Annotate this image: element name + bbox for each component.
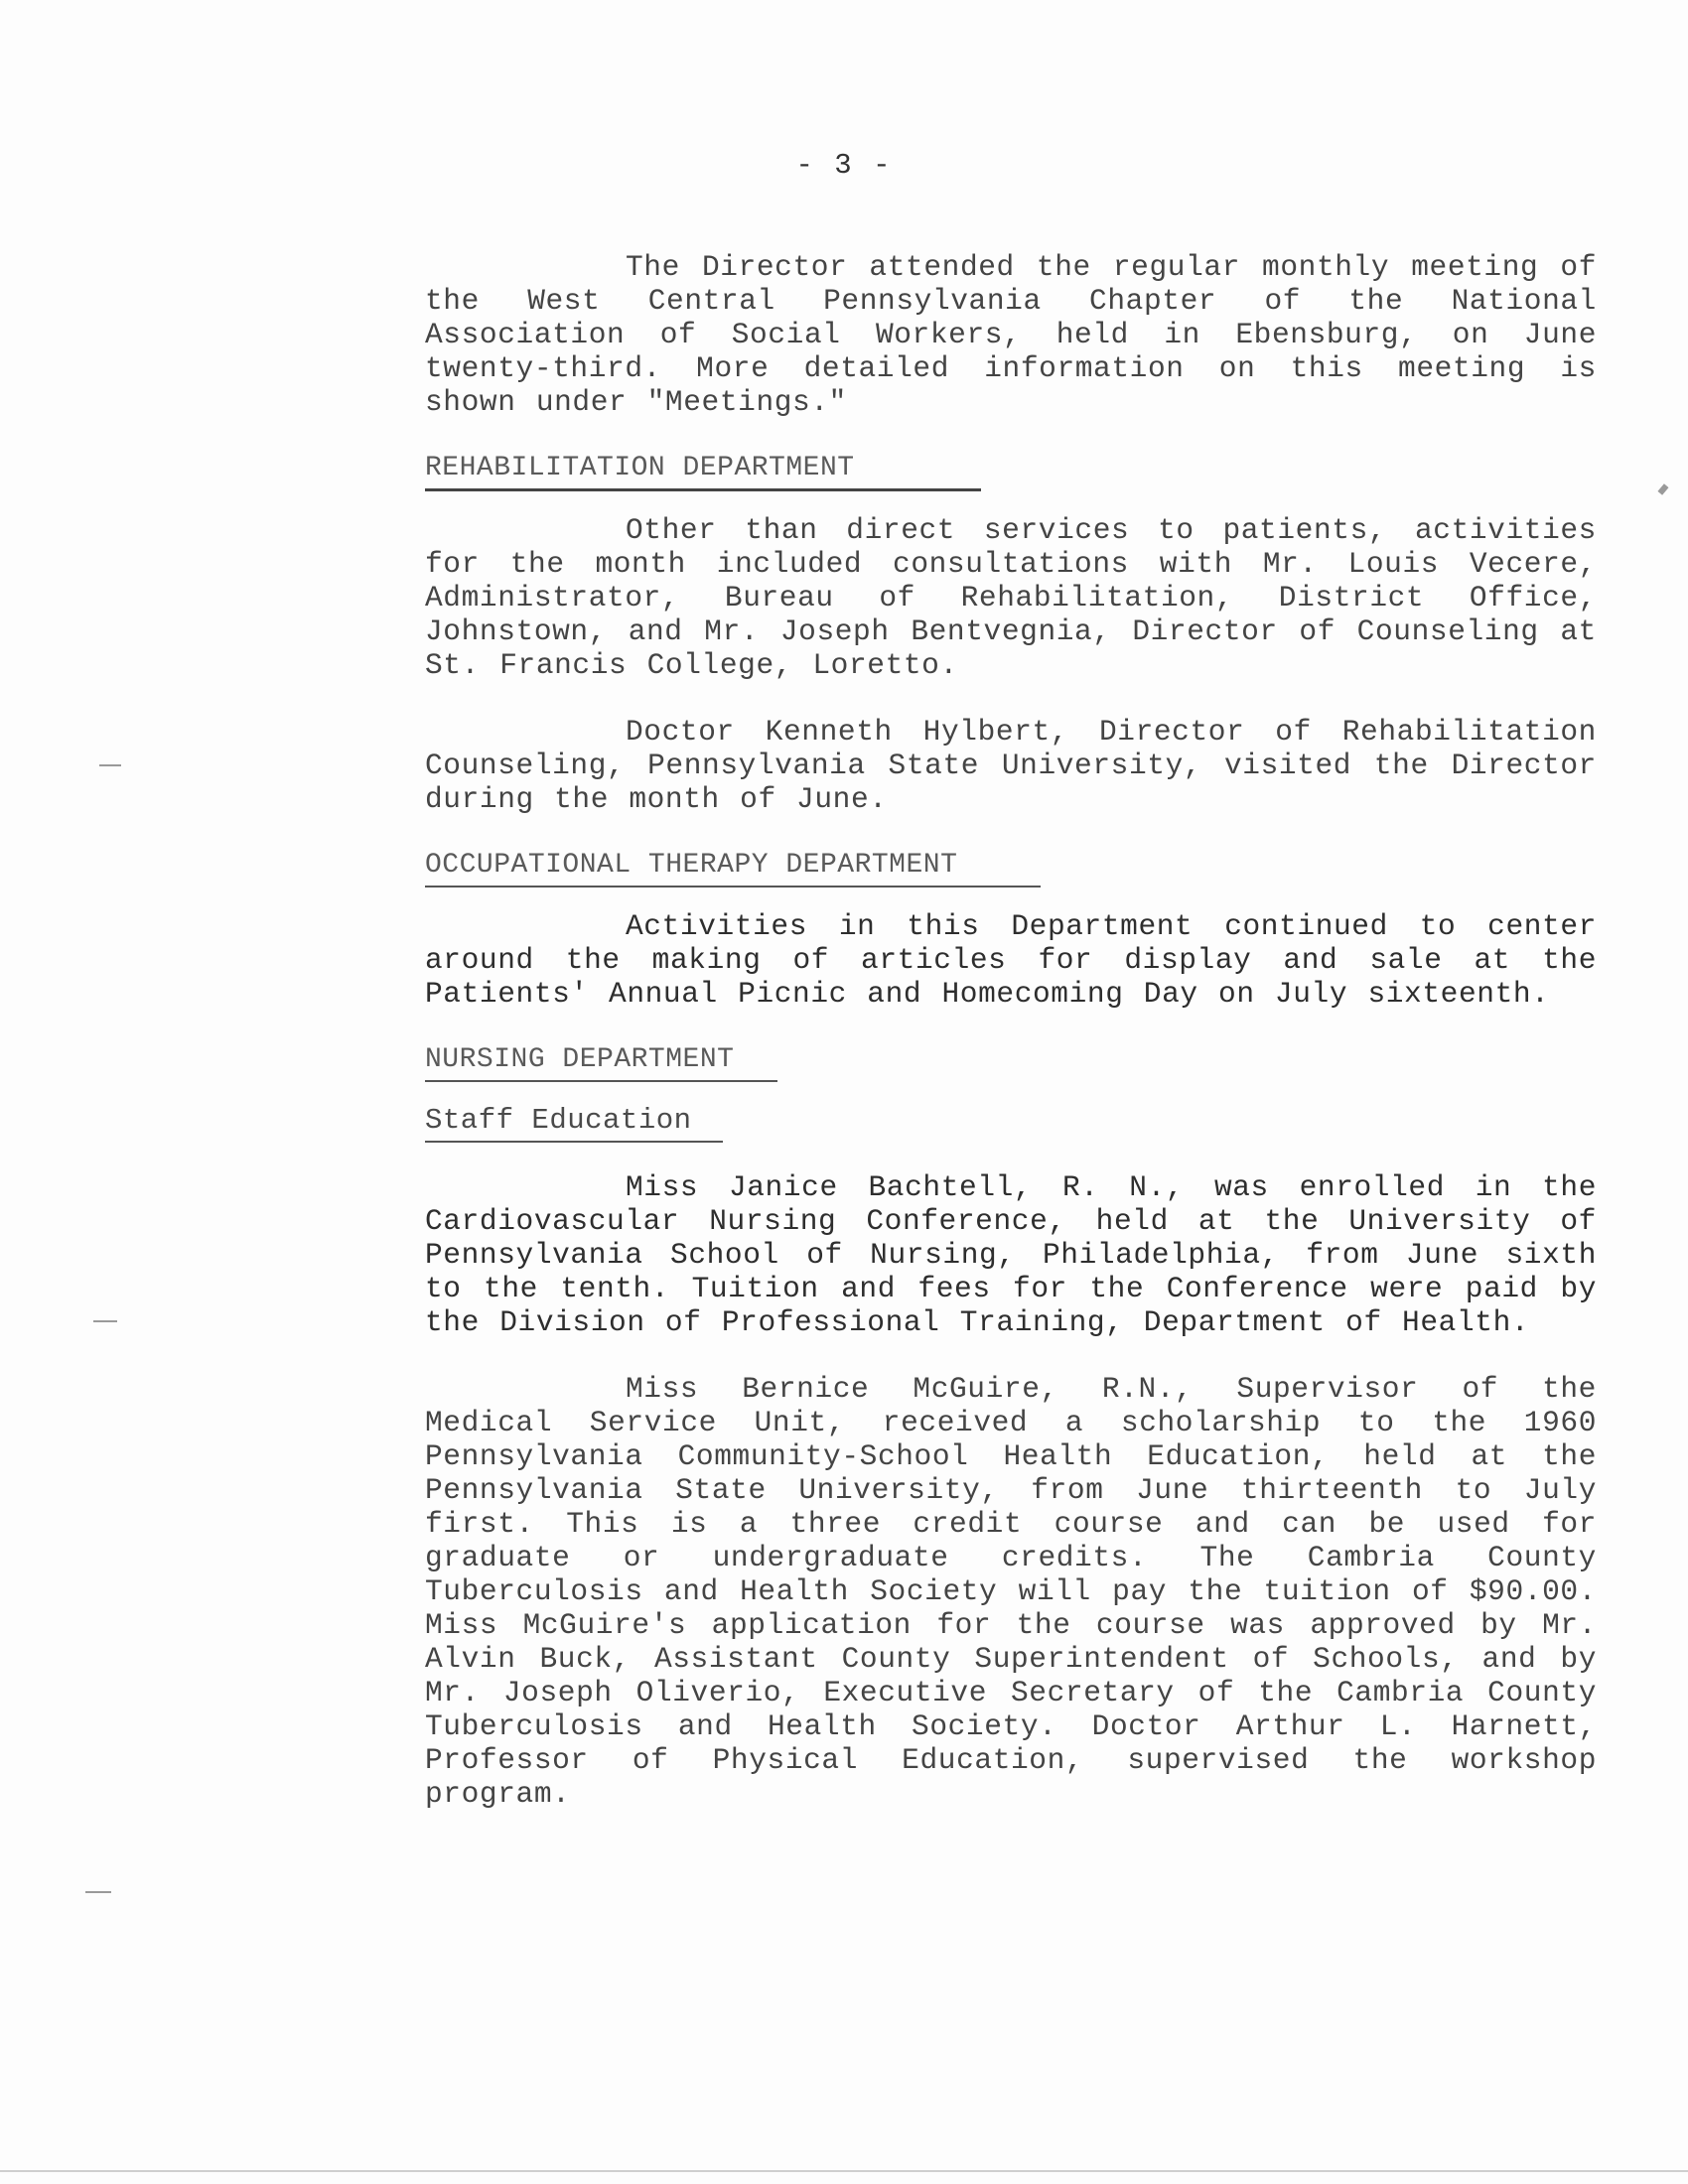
margin-mark (1657, 483, 1668, 495)
heading-occupational-therapy-department: OCCUPATIONAL THERAPY DEPARTMENT (425, 849, 1041, 887)
paragraph-rehabilitation-consultations: Other than direct services to patients, activities for the month included consultations with Mr. Louis Vecere, Administrator, Bureau of Rehabilitation, District Office, Johnstown, and Mr. Joseph Bentvegnia, Director of Counseling at St. Francis College, Loretto. (425, 513, 1597, 682)
paragraph-nursing-mcguire: Miss Bernice McGuire, R.N., Supervisor of the Medical Service Unit, received a scholarship to the 1960 Pennsylvania Community-School Health Education, held at the Pennsylvania State University, from June thirteenth to July first. This is a three credit course and can be used for graduate or undergraduate credits. The Cambria County Tuberculosis and Health Society will pay the tuition of $90.00. Miss McGuire's application for the course was approved by Mr. Alvin Buck, Assistant County Superintendent of Schools, and by Mr. Joseph Oliverio, Executive Secretary of the Cambria County Tuberculosis and Health Society. Doctor Arthur L. Harnett, Professor of Physical Education, supervised the workshop program. (425, 1372, 1597, 1811)
page-number: - 3 - (795, 149, 893, 182)
heading-nursing-department: NURSING DEPARTMENT (425, 1043, 777, 1082)
paragraph-rehabilitation-visit: Doctor Kenneth Hylbert, Director of Rehabilitation Counseling, Pennsylvania State University, visited the Director during the month of June. (425, 715, 1597, 816)
page-bottom-edge (0, 2170, 1688, 2172)
paragraph-social-workers-meeting: The Director attended the regular monthly meeting of the West Central Pennsylvania Chapter of the National Association of Social Workers, held in Ebensburg, on June twenty-third. More detailed information on this meeting is shown under "Meetings." (425, 250, 1597, 419)
paragraph-nursing-bachtell: Miss Janice Bachtell, R. N., was enrolled in the Cardiovascular Nursing Conference, held at the University of Pennsylvania School of Nursing, Philadelphia, from June sixth to the tenth. Tuition and fees for the Conference were paid by the Division of Professional Training, Department of Health. (425, 1170, 1597, 1339)
subheading-staff-education: Staff Education (425, 1104, 723, 1143)
margin-mark (93, 1320, 117, 1322)
document-body (425, 250, 1597, 1843)
paragraph-occupational-therapy-activities: Activities in this Department continued to center around the making of articles for display and sale at the Patients' Annual Picnic and Homecoming Day on July sixteenth. (425, 909, 1597, 1011)
heading-rehabilitation-department: REHABILITATION DEPARTMENT (425, 452, 981, 491)
margin-mark (99, 764, 121, 766)
margin-mark (85, 1891, 111, 1893)
